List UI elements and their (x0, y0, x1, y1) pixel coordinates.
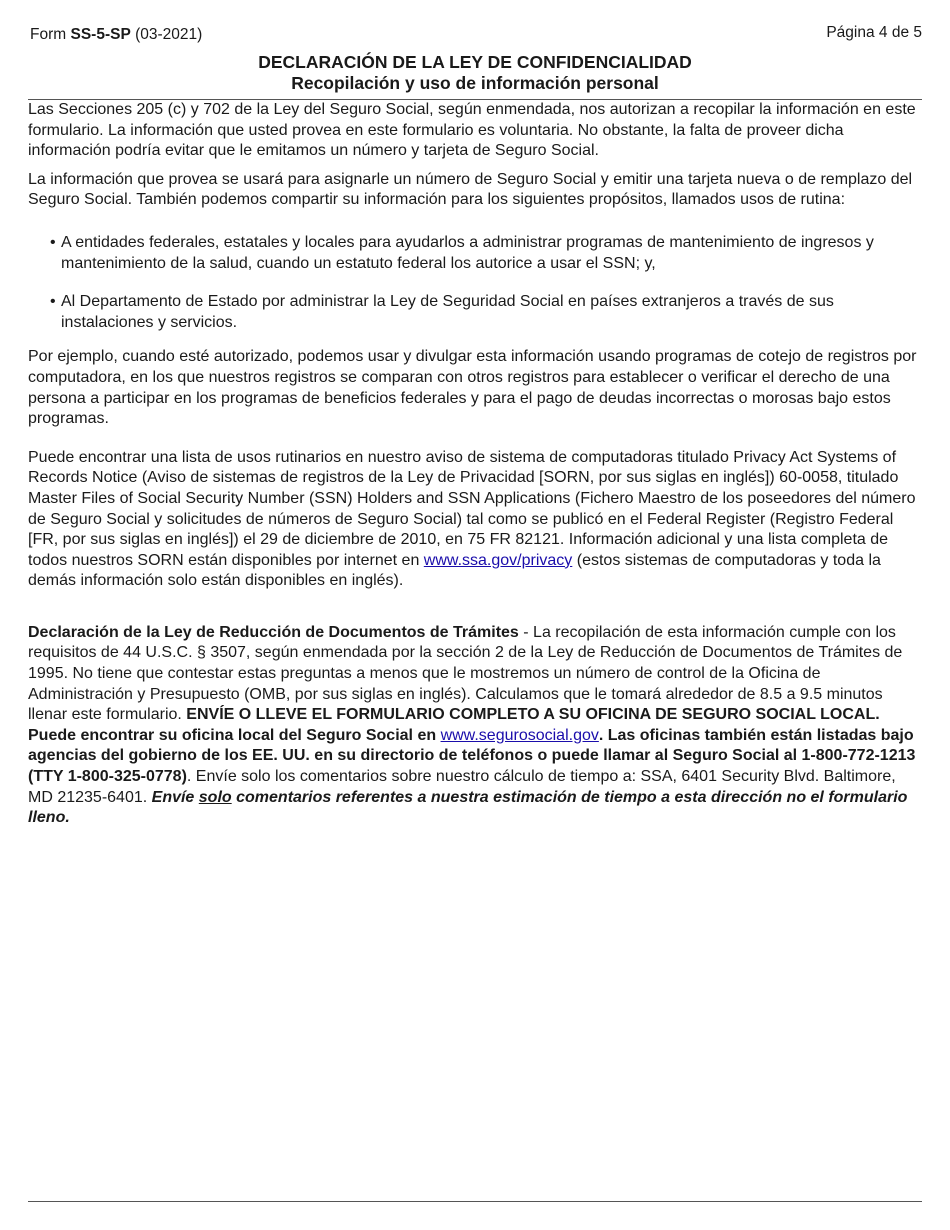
page-number: Página 4 de 5 (826, 24, 922, 41)
paperwork-heading: Declaración de la Ley de Reducción de Documentos de Trámites (28, 623, 519, 641)
segurosocial-link[interactable]: www.segurosocial.gov (440, 726, 599, 744)
paperwork-text-1: - La recopilación de esta información cumple con los requisitos de 44 U.S.C. § 3507, según enmendada por la sección 2 de la Ley de Reducción de Documentos de Trámites de 1995. No tiene que contestar estas preguntas a menos que le mostremos un número de control de la Oficina de Administración y Presupuesto (OMB, por sus siglas en inglés). Calculamos que le tomará alrededor de 8.5 a 9.5 minutos llenar este formulario. (28, 623, 903, 724)
paperwork-note-2: comentarios referentes a nuestra estimación de tiempo a esta dirección no el formulario lleno. (28, 788, 908, 827)
form-identifier (30, 26, 202, 44)
title-line-1: DECLARACIÓN DE LA LEY DE CONFIDENCIALIDAD (258, 52, 692, 72)
page-header (30, 26, 922, 48)
paperwork-reduction-statement (28, 623, 924, 829)
privacy-paragraph-3: Por ejemplo, cuando esté autorizado, podemos usar y divulgar esta información usando programas de cotejo de registros por computadora, en los que nuestros registros se comparan con otros registros para establecer o verificar el derecho de una persona a participar en los programas de beneficios federales y para el pago de deudas incorrectas o morosas bajo estos programas. (28, 348, 917, 428)
privacy-paragraph-2: La información que provea se usará para asignarle un número de Seguro Social y emitir una tarjeta nueva o de remplazo del Seguro Social. También podemos compartir su información para los siguientes propósitos, llamados usos de rutina: (28, 170, 913, 209)
routine-use-text-2: Al Departamento de Estado por administrar la Ley de Seguridad Social en países extranjeros a través de sus instalaciones y servicios. (61, 293, 834, 331)
form-prefix: Form (30, 26, 67, 43)
privacy-paragraph-4 (28, 448, 924, 592)
routine-use-item-2 (28, 292, 924, 333)
document-title (0, 52, 950, 94)
sorn-text: Puede encontrar una lista de usos rutinarios en nuestro aviso de sistema de computadoras titulado Privacy Act Systems of Records Notice (Aviso de sistemas de registros de la Ley de Privacidad [SORN, por sus siglas en inglés]) 60-0058, titulado Master Files of Social Security Number (SSN) Holders and SSN Applications (Fichero Maestro de los poseedores del número de Seguro Social y solicitudes de números de Seguro Social) tal como se publicó en el Federal Register (Registro Federal [FR, por sus siglas en inglés]) el 29 de diciembre de 2010, en 75 FR 82121. Información adicional y una lista completa de todos nuestros SORN están disponibles por internet en (28, 448, 916, 569)
routine-use-text-1: A entidades federales, estatales y locales para ayudarlos a administrar programas de mantenimiento de ingresos y mantenimiento de la salud, cuando un estatuto federal los autorice a usar el SSN; y, (61, 233, 874, 272)
bullet-marker: • (50, 233, 56, 251)
paperwork-bold-2: . Las oficinas también están listadas bajo agencias del gobierno de los EE. UU. en su directorio de teléfonos o puede llamar al Seguro Social al 1-800-772-1213 (TTY 1-800-325-0778) (28, 726, 916, 786)
paperwork-note-emphasis: solo (198, 788, 232, 806)
sorn-tail: (estos sistemas de computadoras y toda la demás información solo están disponibles en inglés). (28, 551, 881, 590)
form-code: SS-5-SP (70, 26, 131, 43)
title-line-2: Recopilación y uso de información personal (291, 73, 659, 93)
paperwork-bold-1: ENVÍE O LLEVE EL FORMULARIO COMPLETO A SU OFICINA DE SEGURO SOCIAL LOCAL. Puede encontrar su oficina local del Seguro Social en (28, 706, 880, 744)
bullet-marker: • (50, 293, 56, 311)
routine-use-item-1 (28, 233, 924, 274)
form-date: (03-2021) (135, 26, 203, 43)
ssa-privacy-link[interactable]: www.ssa.gov/privacy (423, 551, 573, 569)
bottom-divider (28, 1201, 922, 1202)
privacy-paragraph-1: Las Secciones 205 (c) y 702 de la Ley del Seguro Social, según enmendada, nos autorizan a recopilar la información en este formulario. La información que usted provea en este formulario es voluntaria. No obstante, la falta de proveer dicha información podría evitar que le emitamos un número y tarjeta de Seguro Social. (28, 101, 916, 160)
document-body (28, 100, 924, 829)
paperwork-text-2: . Envíe solo los comentarios sobre nuestro cálculo de tiempo a: SSA, 6401 Security Blvd. Baltimore, MD 21235-6401. (28, 768, 896, 806)
paperwork-note-1: Envíe (151, 788, 199, 806)
